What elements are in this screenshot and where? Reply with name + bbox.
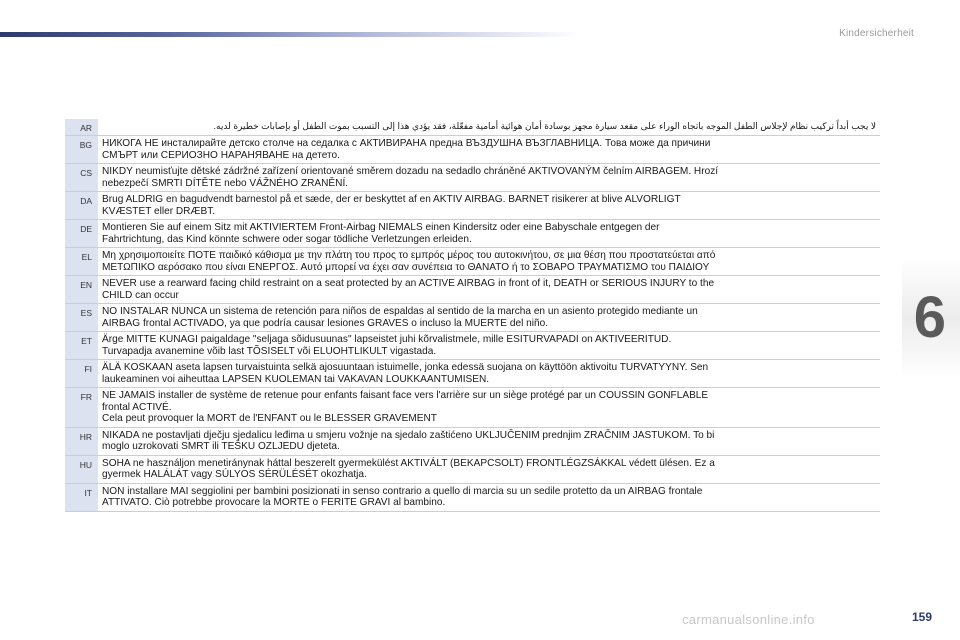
language-code: HR [65, 427, 98, 455]
warning-row-et [65, 332, 880, 360]
warning-row-es [65, 304, 880, 332]
warning-row-fr [65, 388, 880, 428]
warning-row-bg [65, 136, 880, 164]
language-code: AR [65, 119, 98, 136]
language-code: IT [65, 483, 98, 511]
language-code: HU [65, 455, 98, 483]
page-number: 159 [911, 610, 932, 624]
warning-row-da [65, 192, 880, 220]
warning-text: NEVER use a rearward facing child restraint on a seat protected by an ACTIVE AIRBAG in front of it, DEATH or SERIOUS INJURY to the CHILD can occur [98, 276, 880, 304]
watermark: carmanualsonline.info [682, 612, 815, 627]
language-code: BG [65, 136, 98, 164]
warning-row-hu [65, 455, 880, 483]
warning-text: Brug ALDRIG en bagudvendt barnestol på et sæde, der er beskyttet af en AKTIV AIRBAG. BARNET risikerer at blive ALVORLIGT KVÆSTET eller DRÆBT. [98, 192, 880, 220]
warning-text: NIKDY neumisťujte dětské zádržné zařízení orientované směrem dozadu na sedadlo chráněné AKTIVOVANÝM čelním AIRBAGEM. Hrozí nebezpečí SMRTI DÍTĚTE nebo VÁŽNÉHO ZRANĚNÍ. [98, 164, 880, 192]
warning-row-de [65, 220, 880, 248]
language-code: FR [65, 388, 98, 428]
chapter-number: 6 [913, 285, 946, 350]
language-code: CS [65, 164, 98, 192]
warning-text: NON installare MAI seggiolini per bambini posizionati in senso contrario a quello di marcia su un sedile protetto da un AIRBAG frontale ATTIVATO. Ciò potrebbe provocare la MORTE o FERITE GRAVI al bambino. [98, 483, 880, 511]
warning-row-el [65, 248, 880, 276]
language-code: ET [65, 332, 98, 360]
language-code: DE [65, 220, 98, 248]
warning-row-hr [65, 427, 880, 455]
warning-text: NIKADA ne postavljati dječju sjedalicu leđima u smjeru vožnje na sjedalo zaštićeno UKLJUČENIM prednjim ZRAČNIM JASTUKOM. To bi moglo uzrokovati SMRT ili TEŠKU OZLJEDU djeteta. [98, 427, 880, 455]
warning-text: لا يجب أبداً تركيب نظام لإجلاس الطفل الموجه باتجاه الوراء على مقعد سيارة مجهز بوسادة أمان هوائية أمامية مفعّلة، فقد يؤدي هذا إلى التسبب بموت الطفل أو بإصابات خطيرة لديه. [98, 119, 880, 136]
language-code: DA [65, 192, 98, 220]
section-title: Kindersicherheit [839, 28, 914, 39]
warning-text: НИКОГА НЕ инсталирайте детско столче на седалка с АКТИВИРАНА предна ВЪЗДУШНА ВЪЗГЛАВНИЦА. Това може да причини СМЪРТ или СЕРИОЗНО НАРАНЯВАНЕ на детето. [98, 136, 880, 164]
warning-row-it [65, 483, 880, 511]
warning-text: NO INSTALAR NUNCA un sistema de retención para niños de espaldas al sentido de la marcha en un asiento protegido mediante un AIRBAG frontal ACTIVADO, ya que podría causar lesiones GRAVES o incluso la MUERTE del niño. [98, 304, 880, 332]
warning-row-en [65, 276, 880, 304]
warning-text: Μη χρησιμοποιείτε ΠΟΤΕ παιδικό κάθισμα με την πλάτη του προς το εμπρός μέρος του αυτοκινήτου, σε μια θέση που προστατεύεται από ΜΕΤΩΠΙΚΟ αερόσακο που είναι ΕΝΕΡΓΟΣ. Αυτό μπορεί να έχει σαν συνέπεια το ΘΑΝΑΤΟ ή το ΣΟΒΑΡΟ ΤΡΑΥΜΑΤΙΣΜΟ του ΠΑΙΔΙΟΥ [98, 248, 880, 276]
language-code: EN [65, 276, 98, 304]
warning-row-ar [65, 119, 880, 136]
warning-row-fi [65, 360, 880, 388]
warning-text: Ärge MITTE KUNAGI paigaldage "seljaga sõidusuunas" lapseistet juhi kõrvalistmele, mille ESITURVAPADI on AKTIVEERITUD. Turvapadja avanemine võib last TÕSISELT või ELUOHTLIKULT vigastada. [98, 332, 880, 360]
warning-text: Montieren Sie auf einem Sitz mit AKTIVIERTEM Front-Airbag NIEMALS einen Kindersitz oder eine Babyschale entgegen der Fahrtrichtung, das Kind könnte schwere oder sogar tödliche Verletzungen erleiden. [98, 220, 880, 248]
warning-row-cs [65, 164, 880, 192]
language-code: ES [65, 304, 98, 332]
language-code: FI [65, 360, 98, 388]
language-code: EL [65, 248, 98, 276]
header-accent-bar [0, 32, 580, 37]
warning-text: SOHA ne használjon menetiránynak háttal beszerelt gyermekülést AKTIVÁLT (BEKAPCSOLT) FRONTLÉGZSÁKKAL védett ülésen. Ez a gyermek HALÁLÁT vagy SÚLYOS SÉRÜLÉSÉT okozhatja. [98, 455, 880, 483]
warning-text: NE JAMAIS installer de système de retenue pour enfants faisant face vers l'arrière sur un siège protégé par un COUSSIN GONFLABLE frontal ACTIVÉ. Cela peut provoquer la MORT de l'ENFANT ou le BLESSER GRAVEMENT [98, 388, 880, 428]
warning-text: ÄLÄ KOSKAAN aseta lapsen turvaistuinta selkä ajosuuntaan istuimelle, jonka edessä suojana on käyttöön aktivoitu TURVATYYNY. Sen laukeaminen voi aiheuttaa LAPSEN KUOLEMAN tai VAKAVAN LOUKKAANTUMISEN. [98, 360, 880, 388]
airbag-warning-table [65, 119, 880, 512]
